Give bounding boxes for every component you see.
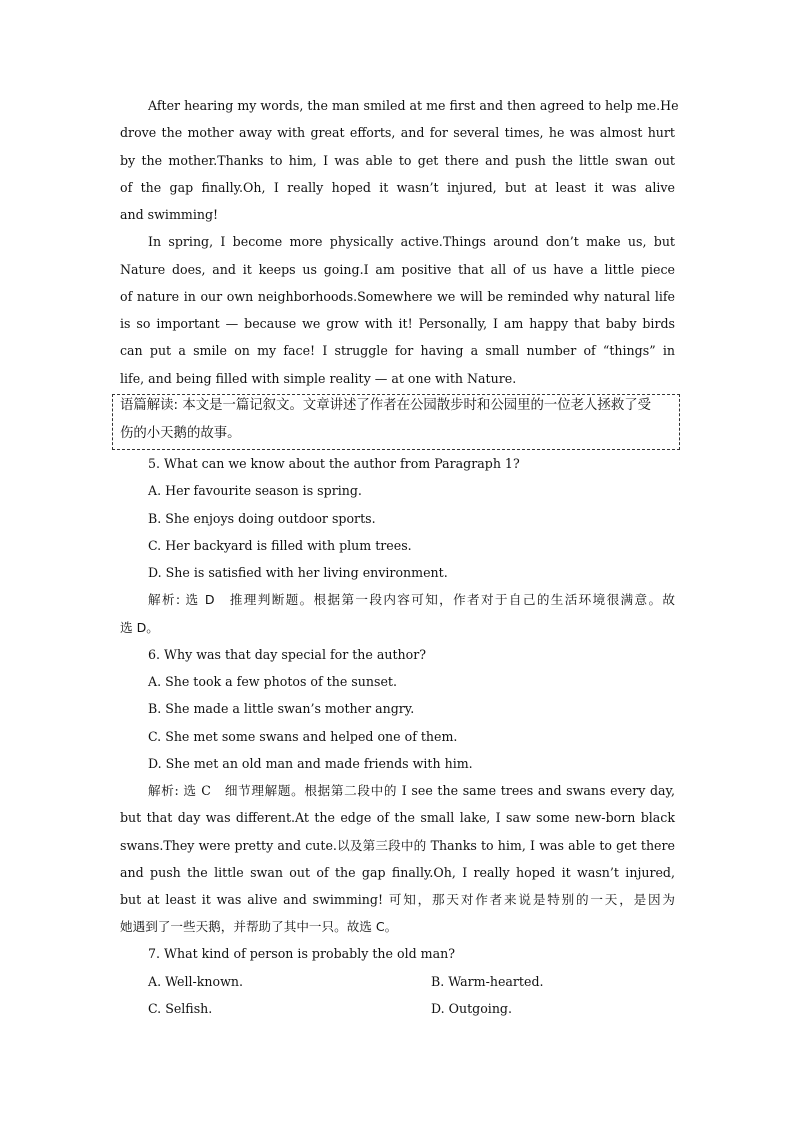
passage-p3-line-3: by the mother.Thanks to him, I was able to get there and push the little swan out — [120, 153, 675, 168]
summary-line-1: 语篇解读: 本文是一篇记叙文。文章讲述了作者在公园散步时和公园里的一位老人拯救了受 — [120, 398, 651, 413]
q6-analysis-line-6: 她遇到了一些天鹅，并帮助了其中一只。故选 C。 — [120, 919, 398, 934]
q6-analysis-line-5: but at least it was alive and swimming! 可知，那天对作者来说是特别的一天，是因为 — [120, 892, 675, 907]
q5-stem: 5. What can we know about the author from Paragraph 1? — [148, 456, 520, 471]
q7-option-c: C. Selfish. — [148, 1001, 213, 1016]
passage-p3-line-5: and swimming! — [120, 207, 219, 222]
q5-analysis-line-1: 解析: 选 D 推理判断题。根据第一段内容可知，作者对于自己的生活环境很满意。故 — [148, 592, 675, 607]
q6-analysis-line-4: and push the little swan out of the gap finally.Oh, I really hoped it wasn’t injured, — [120, 865, 675, 880]
q7-option-a: A. Well-known. — [148, 974, 243, 989]
q6-option-d: D. She met an old man and made friends with him. — [148, 756, 473, 771]
passage-p4-line-2: Nature does, and it keeps us going.I am positive that all of us have a little piece — [120, 262, 675, 277]
q6-analysis-line-1: 解析: 选 C 细节理解题。根据第二段中的 I see the same trees and swans every day, — [148, 783, 675, 798]
q6-option-a: A. She took a few photos of the sunset. — [148, 674, 397, 689]
passage-p4-line-5: can put a smile on my face! I struggle for having a small number of “things” in — [120, 343, 675, 358]
q7-option-d: D. Outgoing. — [431, 1001, 512, 1016]
passage-p4-line-6: life, and being filled with simple reality — at one with Nature. — [120, 371, 517, 386]
q6-option-c: C. She met some swans and helped one of them. — [148, 729, 458, 744]
q7-stem: 7. What kind of person is probably the old man? — [148, 946, 455, 961]
passage-p3-line-2: drove the mother away with great efforts, and for several times, he was almost hurt — [120, 125, 675, 140]
q5-option-c: C. Her backyard is filled with plum trees. — [148, 538, 412, 553]
q5-option-a: A. Her favourite season is spring. — [148, 483, 362, 498]
q6-analysis-line-3: swans.They were pretty and cute.以及第三段中的 Thanks to him, I was able to get there — [120, 838, 675, 853]
passage-p3-line-1: After hearing my words, the man smiled at me first and then agreed to help me.He — [148, 98, 679, 113]
q5-analysis-line-2: 选 D。 — [120, 620, 159, 635]
q5-option-b: B. She enjoys doing outdoor sports. — [148, 511, 376, 526]
passage-p4-line-3: of nature in our own neighborhoods.Somewhere we will be reminded why natural life — [120, 289, 675, 304]
q7-option-b: B. Warm-hearted. — [431, 974, 544, 989]
q5-option-d: D. She is satisfied with her living environment. — [148, 565, 448, 580]
passage-p4-line-1: In spring, I become more physically active.Things around don’t make us, but — [148, 234, 675, 249]
passage-p3-line-4: of the gap finally.Oh, I really hoped it wasn’t injured, but at least it was alive — [120, 180, 675, 195]
q6-option-b: B. She made a little swan’s mother angry. — [148, 701, 415, 716]
q6-stem: 6. Why was that day special for the author? — [148, 647, 427, 662]
summary-line-2: 伤的小天鹅的故事。 — [120, 426, 241, 441]
q6-analysis-line-2: but that day was different.At the edge of the small lake, I saw some new-born black — [120, 810, 675, 825]
passage-p4-line-4: is so important — because we grow with it! Personally, I am happy that baby birds — [120, 316, 675, 331]
